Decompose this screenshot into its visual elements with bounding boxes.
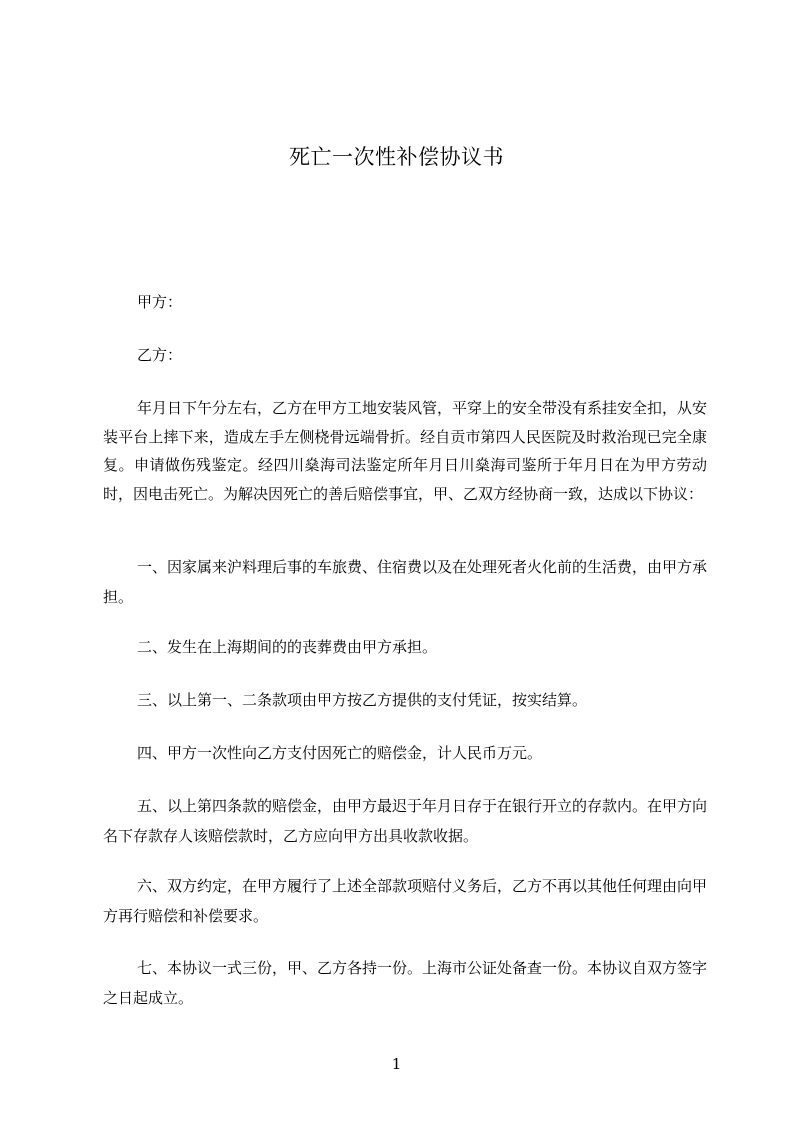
party-b-label: 乙方： — [137, 346, 183, 364]
clause-4: 四、甲方一次性向乙方支付因死亡的赔偿金，计人民币万元。 — [137, 744, 543, 762]
party-a-label: 甲方： — [137, 293, 183, 311]
page-number: 1 — [391, 1055, 402, 1073]
intro-paragraph: 年月日下午分左右，乙方在甲方工地安装风管，平穿上的安全带没有系挂安全扣，从安装平台上摔下来，造成左手左侧桡骨远端骨折。经自贡市第四人民医院及时救治现已完全康复。申请做伤残鉴定。经四川燊海司法鉴定所年月日川燊海司鉴所于年月日在为甲方劳动时，因电击死亡。为解决因死亡的善后赔偿事宜，甲、乙双方经协商一致，达成以下协议： — [103, 399, 708, 503]
clause-6: 六、双方约定，在甲方履行了上述全部款项赔付义务后，乙方不再以其他任何理由向甲方再行赔偿和补偿要求。 — [103, 877, 708, 925]
clause-3: 三、以上第一、二条款项由甲方按乙方提供的支付凭证，按实结算。 — [137, 691, 588, 709]
clause-5: 五、以上第四条款的赔偿金，由甲方最迟于年月日存于在银行开立的存款内。在甲方向名下存款存人该赔偿款时，乙方应向甲方出具收款收据。 — [103, 797, 708, 845]
clause-2: 二、发生在上海期间的的丧葬费由甲方承担。 — [137, 638, 438, 656]
document-title: 死亡一次性补偿协议书 — [289, 145, 504, 169]
clause-1: 一、因家属来沪料理后事的车旅费、住宿费以及在处理死者火化前的生活费，由甲方承担。 — [103, 558, 708, 606]
clause-7: 七、本协议一式三份，甲、乙方各持一份。上海市公证处备查一份。本协议自双方签字之日起成立。 — [103, 959, 708, 1007]
